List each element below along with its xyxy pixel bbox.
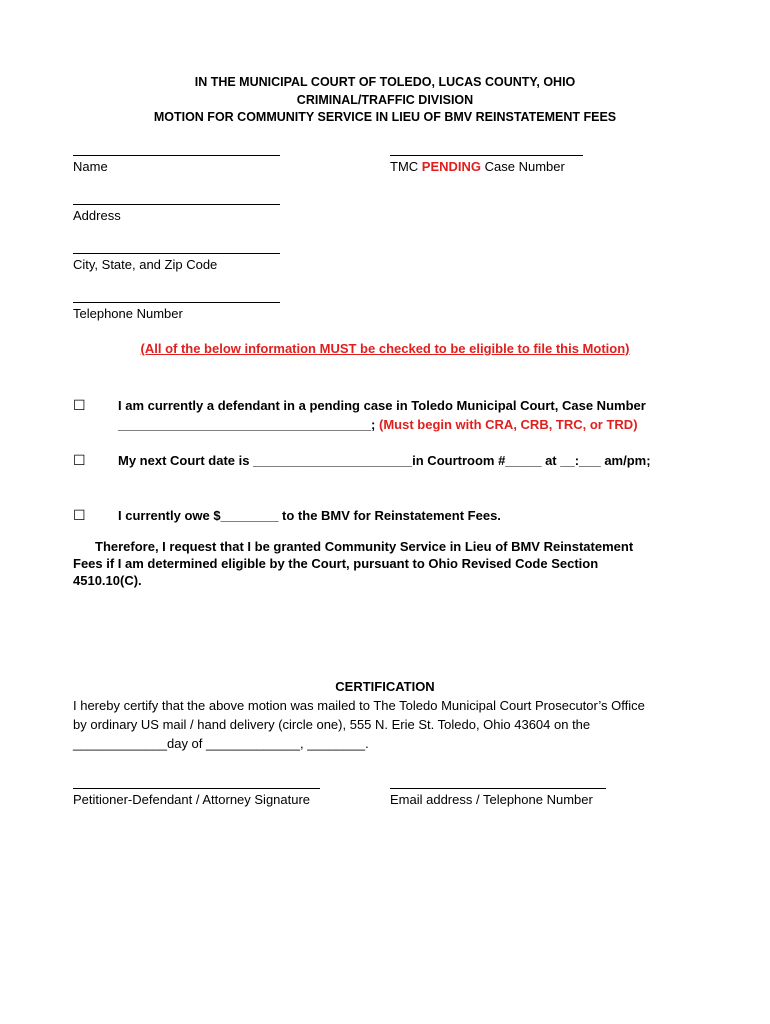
email-phone-label: Email address / Telephone Number [390, 792, 593, 807]
case-number-field-line[interactable] [390, 155, 583, 156]
case-number-label [390, 159, 565, 174]
certification-line-2: by ordinary US mail / hand delivery (circle one), 555 N. Erie St. Toledo, Ohio 43604 on the [73, 717, 591, 732]
address-label: Address [73, 208, 121, 223]
court-date-text: My next Court date is ______________________in Courtroom #_____ at __:___ am/pm; [118, 453, 651, 468]
certification-line-1: I hereby certify that the above motion was mailed to The Toledo Municipal Court Prosecutor’s Office [73, 698, 645, 713]
motion-title: MOTION FOR COMMUNITY SERVICE IN LIEU OF BMV REINSTATEMENT FEES [153, 110, 617, 124]
case-number-blank-line [118, 415, 638, 435]
address-field-line[interactable] [73, 204, 280, 205]
case-number-prefix: TMC [390, 159, 422, 174]
request-line-3: 4510.10(C). [73, 573, 142, 588]
court-heading: IN THE MUNICIPAL COURT OF TOLEDO, LUCAS COUNTY, OHIO [194, 75, 576, 89]
telephone-label: Telephone Number [73, 306, 183, 321]
checkbox-bmv-fees[interactable]: ☐ [73, 507, 86, 523]
city-state-zip-field-line[interactable] [73, 253, 280, 254]
name-label: Name [73, 159, 108, 174]
request-line-1: Therefore, I request that I be granted Community Service in Lieu of BMV Reinstatement [95, 539, 634, 554]
city-state-zip-label: City, State, and Zip Code [73, 257, 218, 272]
signature-line[interactable] [73, 788, 320, 789]
telephone-field-line[interactable] [73, 302, 280, 303]
name-field-line[interactable] [73, 155, 280, 156]
case-number-blank[interactable]: ___________________________________; [118, 417, 379, 432]
pending-label: PENDING [421, 159, 482, 174]
email-phone-line[interactable] [390, 788, 606, 789]
certification-title: CERTIFICATION [335, 679, 435, 694]
pending-case-text: I am currently a defendant in a pending case in Toledo Municipal Court, Case Number [118, 398, 646, 413]
bmv-fees-text: I currently owe $________ to the BMV for Reinstatement Fees. [118, 508, 501, 523]
checkbox-court-date[interactable]: ☐ [73, 452, 86, 468]
checkbox-pending-case[interactable]: ☐ [73, 397, 86, 413]
signature-label: Petitioner-Defendant / Attorney Signature [73, 792, 311, 807]
case-prefix-note: (Must begin with CRA, CRB, TRC, or TRD) [379, 417, 638, 432]
request-line-2: Fees if I am determined eligible by the Court, pursuant to Ohio Revised Code Section [73, 556, 599, 571]
eligibility-notice: (All of the below information MUST be checked to be eligible to file this Motion) [140, 341, 630, 356]
case-number-suffix: Case Number [481, 159, 565, 174]
division-heading: CRIMINAL/TRAFFIC DIVISION [296, 93, 474, 107]
certification-date-blanks[interactable]: _____________day of _____________, ________. [73, 736, 369, 751]
